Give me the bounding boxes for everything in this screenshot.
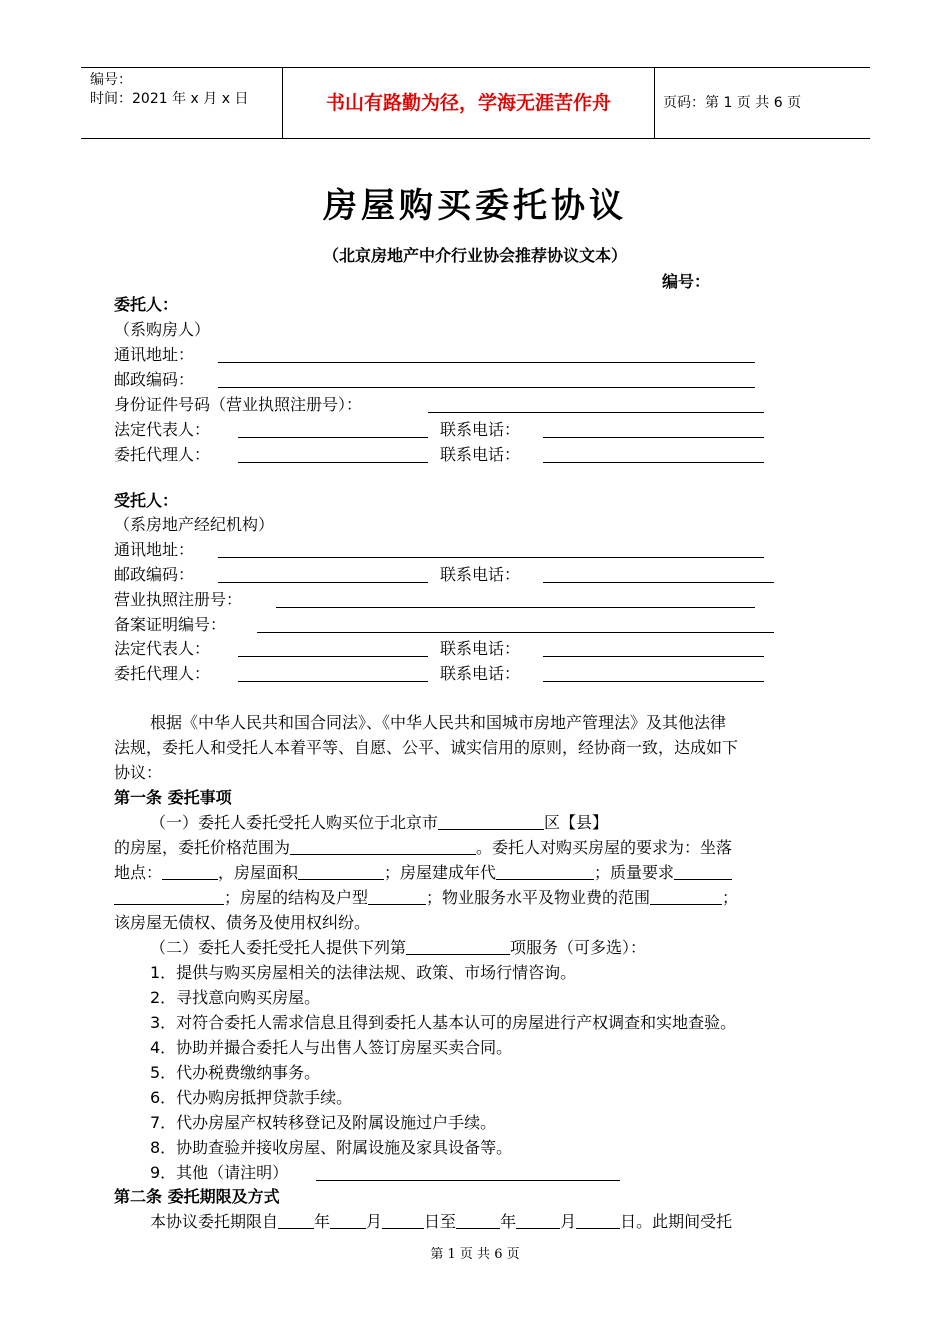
page-header (81, 67, 870, 139)
document-number-label: 编号： (662, 272, 711, 291)
end-day-field[interactable] (576, 1212, 620, 1229)
trustee-phone0-label: 联系电话： (440, 565, 521, 584)
trustee-phone2-field[interactable] (543, 681, 764, 682)
trustee-license-label: 营业执照注册号： (114, 590, 243, 609)
service-item-3: 3．对符合委托人需求信息且得到委托人基本认可的房屋进行产权调查和实地查验。 (150, 1013, 737, 1032)
clause-1-text-j: ；物业服务水平及物业费的范围 (426, 888, 651, 907)
header-left-cell (81, 68, 283, 138)
property-service-field[interactable] (650, 888, 722, 905)
clause-1-text-c: 的房屋，委托价格范围为 (114, 838, 291, 857)
header-right-cell (655, 68, 870, 138)
article-1-heading: 第一条 委托事项 (114, 788, 232, 807)
trustee-phone1-field[interactable] (543, 656, 764, 657)
service-item-2: 2．寻找意向购买房屋。 (150, 988, 321, 1007)
service-item-1: 1．提供与购买房屋相关的法律法规、政策、市场行情咨询。 (150, 963, 577, 982)
service-item-8: 8．协助查验并接收房屋、附属设施及家具设备等。 (150, 1138, 513, 1157)
principal-address-field[interactable] (218, 362, 755, 363)
service-item-5: 5．代办税费缴纳事务。 (150, 1063, 321, 1082)
clause-1-text-k: ； (722, 888, 739, 907)
principal-agent-field[interactable] (238, 462, 428, 463)
article-1-clause-1-line-5: 该房屋无债权、债务及使用权纠纷。 (114, 913, 371, 932)
header-number-label: 编号： (90, 72, 132, 88)
header-date-label: 时间：2021 年 x 月 x 日 (90, 91, 249, 107)
principal-legal-rep-field[interactable] (238, 437, 428, 438)
trustee-address-label: 通讯地址： (114, 540, 195, 559)
clause-1-text-g: ；房屋建成年代 (384, 863, 497, 882)
principal-note: （系购房人） (114, 320, 211, 339)
trustee-agent-label: 委托代理人： (114, 664, 211, 683)
term-month-2: 月 (560, 1212, 577, 1231)
term-month-1: 月 (366, 1212, 383, 1231)
district-field[interactable] (438, 813, 544, 830)
principal-heading: 委托人： (114, 295, 179, 314)
clause-1-text-h: ；质量要求 (594, 863, 675, 882)
principal-id-label: 身份证件号码（营业执照注册号）： (114, 395, 363, 414)
trustee-phone1-label: 联系电话： (440, 639, 521, 658)
clause-1-text-d: 。委托人对购买房屋的要求为：坐落 (476, 838, 733, 857)
header-motto-cell (283, 68, 655, 138)
principal-id-field[interactable] (428, 412, 764, 413)
service-item-7: 7．代办房屋产权转移登记及附属设施过户手续。 (150, 1113, 497, 1132)
trustee-postcode-field[interactable] (218, 582, 428, 583)
clause-1-text-a: （一）委托人委托受托人购买位于北京市 (150, 813, 439, 832)
term-day-1: 日至 (424, 1212, 457, 1231)
start-day-field[interactable] (382, 1212, 424, 1229)
page-footer: 第 1 页 共 6 页 (430, 1247, 520, 1262)
principal-phone2-field[interactable] (543, 462, 764, 463)
article-2-line-1 (150, 1211, 732, 1233)
principal-agent-label: 委托代理人： (114, 445, 211, 464)
article-1-clause-1-line-2 (114, 837, 732, 859)
clause-1-text-f: ，房屋面积 (218, 863, 299, 882)
document-subtitle: （北京房地产中介行业协会推荐协议文本） (322, 246, 627, 265)
clause-1-text-e: 地点： (114, 863, 163, 882)
area-field[interactable] (298, 863, 384, 880)
principal-postcode-field[interactable] (218, 387, 755, 388)
article-1-clause-1-line-1 (150, 812, 608, 834)
article-2-heading: 第二条 委托期限及方式 (114, 1187, 280, 1206)
principal-address-label: 通讯地址： (114, 345, 195, 364)
principal-phone1-label: 联系电话： (440, 420, 521, 439)
service-item-6: 6．代办购房抵押贷款手续。 (150, 1088, 353, 1107)
term-day-2: 日。此期间受托 (620, 1212, 733, 1231)
preamble-line-2: 法规，委托人和受托人本着平等、自愿、公平、诚实信用的原则，经协商一致，达成如下 (114, 738, 739, 757)
quality-field-continued[interactable] (114, 888, 224, 905)
trustee-agent-field[interactable] (238, 681, 428, 682)
service-other-field[interactable] (316, 1180, 620, 1181)
term-year-2: 年 (500, 1212, 517, 1231)
service-item-4: 4．协助并撮合委托人与出售人签订房屋买卖合同。 (150, 1038, 513, 1057)
document-title: 房屋购买委托协议 (323, 186, 627, 226)
article-1-clause-1-line-4 (114, 887, 738, 909)
trustee-phone2-label: 联系电话： (440, 664, 521, 683)
trustee-address-field[interactable] (218, 557, 764, 558)
header-page-label: 页码：第 1 页 共 6 页 (663, 95, 802, 111)
end-year-field[interactable] (456, 1212, 500, 1229)
trustee-license-field[interactable] (276, 607, 755, 608)
service-items-field[interactable] (406, 938, 510, 955)
term-text-a: 本协议委托期限自 (150, 1212, 279, 1231)
trustee-phone0-field[interactable] (543, 582, 774, 583)
trustee-legal-rep-field[interactable] (238, 656, 428, 657)
trustee-filing-label: 备案证明编号： (114, 615, 227, 634)
principal-phone2-label: 联系电话： (440, 445, 521, 464)
principal-postcode-label: 邮政编码： (114, 370, 195, 389)
preamble-line-3: 协议： (114, 763, 163, 782)
end-month-field[interactable] (516, 1212, 560, 1229)
term-year-1: 年 (314, 1212, 331, 1231)
service-item-9: 9．其他（请注明） (150, 1163, 289, 1182)
principal-legal-rep-label: 法定代表人： (114, 420, 211, 439)
principal-phone1-field[interactable] (543, 437, 764, 438)
start-year-field[interactable] (278, 1212, 314, 1229)
trustee-note: （系房地产经纪机构） (114, 515, 275, 534)
price-range-field[interactable] (290, 838, 476, 855)
trustee-heading: 受托人： (114, 491, 179, 510)
clause-1-text-i: ；房屋的结构及户型 (224, 888, 369, 907)
clause-2-text-a: （二）委托人委托受托人提供下列第 (150, 938, 407, 957)
article-1-clause-1-line-3 (114, 862, 732, 884)
clause-2-text-b: 项服务（可多选）： (510, 938, 647, 957)
trustee-legal-rep-label: 法定代表人： (114, 639, 211, 658)
build-year-field[interactable] (496, 863, 594, 880)
quality-field[interactable] (674, 863, 732, 880)
start-month-field[interactable] (330, 1212, 366, 1229)
preamble-line-1: 根据《中华人民共和国合同法》、《中华人民共和国城市房地产管理法》及其他法律 (150, 713, 727, 732)
structure-field[interactable] (368, 888, 426, 905)
header-motto: 书山有路勤为径，学海无涯苦作舟 (325, 92, 611, 114)
trustee-postcode-label: 邮政编码： (114, 565, 195, 584)
clause-1-text-b: 区【县】 (544, 813, 609, 832)
location-field[interactable] (162, 863, 218, 880)
article-1-clause-2-line-1 (150, 937, 646, 959)
trustee-filing-field[interactable] (257, 632, 774, 633)
